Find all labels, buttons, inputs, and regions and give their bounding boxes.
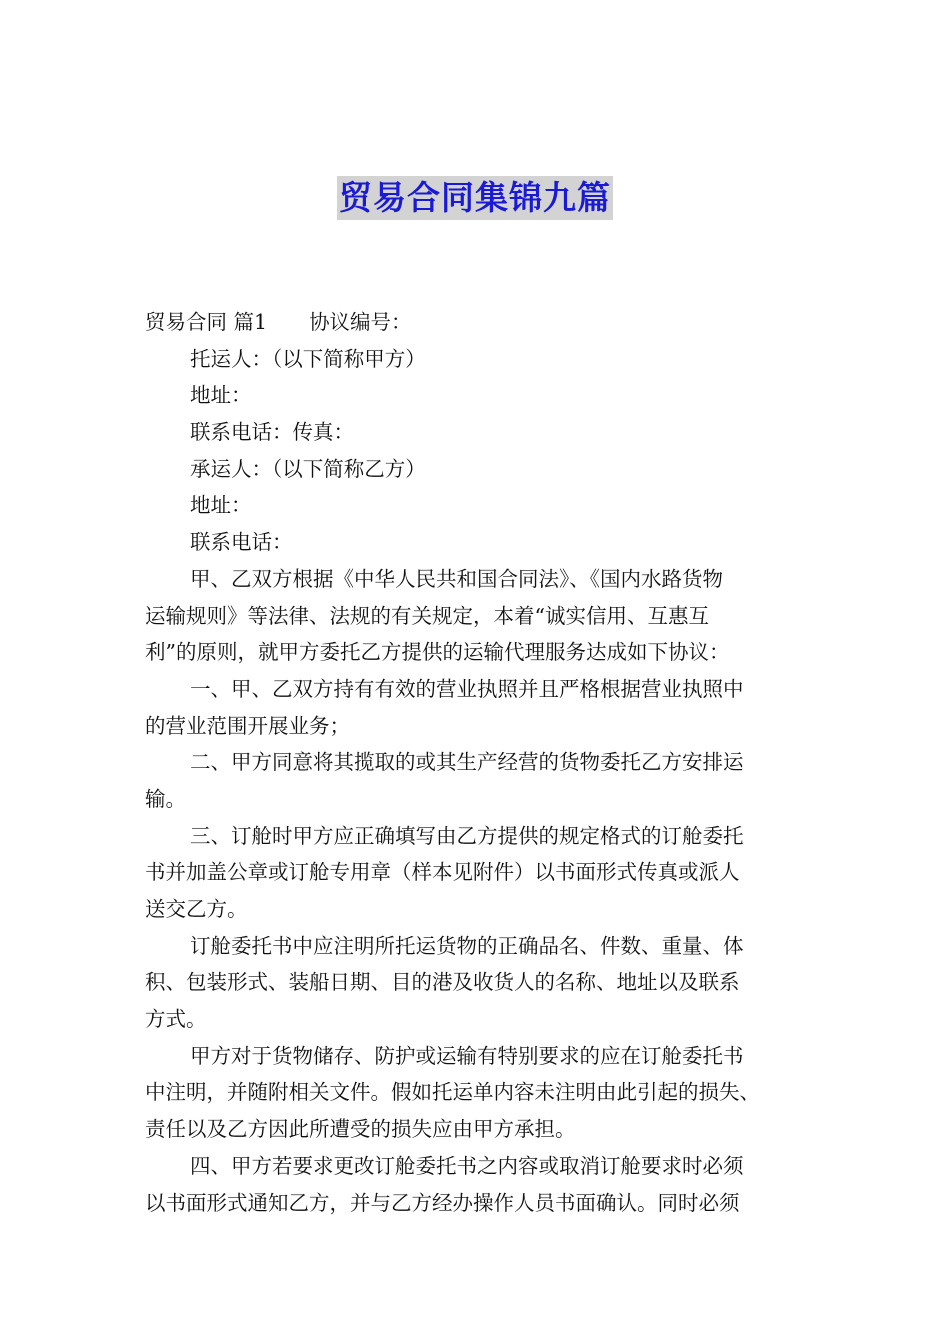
info-line: 地址： xyxy=(190,383,252,408)
paragraph xyxy=(145,928,810,1038)
paragraph-line: 输。 xyxy=(145,786,186,811)
section-heading: 贸易合同 篇1 xyxy=(145,310,268,334)
info-line: 承运人：（以下简称乙方） xyxy=(190,456,426,481)
paragraph-line: 中注明，并随附相关文件。假如托运单内容未注明由此引起的损失、 xyxy=(145,1080,760,1105)
paragraph xyxy=(145,1038,810,1148)
paragraph xyxy=(145,1148,810,1221)
title-container xyxy=(0,176,950,220)
paragraph-line: 送交乙方。 xyxy=(145,897,248,921)
paragraph-line: 积、包装形式、装船日期、目的港及收货人的名称、地址以及联系 xyxy=(145,970,740,995)
paragraph-line: 甲方对于货物储存、防护或运输有特别要求的应在订舱委托书 xyxy=(190,1043,744,1068)
paragraph-line: 三、订舱时甲方应正确填写由乙方提供的规定格式的订舱委托 xyxy=(190,823,744,848)
paragraph-line: 书并加盖公章或订舱专用章（样本见附件）以书面形式传真或派人 xyxy=(145,860,740,885)
paragraph xyxy=(145,818,810,928)
paragraph xyxy=(145,671,810,744)
paragraph xyxy=(145,744,810,817)
document-title: 贸易合同集锦九篇 xyxy=(337,176,613,220)
paragraph-line: 以书面形式通知乙方，并与乙方经办操作人员书面确认。同时必须 xyxy=(145,1190,740,1215)
info-line: 地址： xyxy=(190,493,252,518)
paragraph-line: 运输规则》等法律、法规的有关规定，本着“诚实信用、互惠互 xyxy=(145,603,709,628)
info-line: 托运人：（以下简称甲方） xyxy=(190,346,426,371)
paragraph-line: 订舱委托书中应注明所托运货物的正确品名、件数、重量、体 xyxy=(190,933,744,958)
paragraph-line: 甲、乙双方根据《中华人民共和国合同法》、《国内水路货物 xyxy=(190,566,723,591)
agreement-number-label: 协议编号： xyxy=(309,310,412,334)
paragraph-line: 责任以及乙方因此所遭受的损失应由甲方承担。 xyxy=(145,1117,576,1142)
document-body xyxy=(145,304,810,1221)
info-line: 联系电话： xyxy=(190,530,293,555)
paragraph-line: 一、甲、乙双方持有有效的营业执照并且严格根据营业执照中 xyxy=(190,676,744,701)
paragraph-line: 四、甲方若要求更改订舱委托书之内容或取消订舱要求时必须 xyxy=(190,1153,744,1178)
paragraph-line: 的营业范围开展业务； xyxy=(145,713,350,738)
paragraph-line: 二、甲方同意将其揽取的或其生产经营的货物委托乙方安排运 xyxy=(190,750,744,775)
info-line: 联系电话：传真： xyxy=(190,420,354,445)
paragraph-line: 方式。 xyxy=(145,1007,207,1032)
paragraph-line: 利”的原则，就甲方委托乙方提供的运输代理服务达成如下协议： xyxy=(145,640,730,665)
section-heading-line xyxy=(145,304,810,341)
paragraph xyxy=(145,561,810,671)
